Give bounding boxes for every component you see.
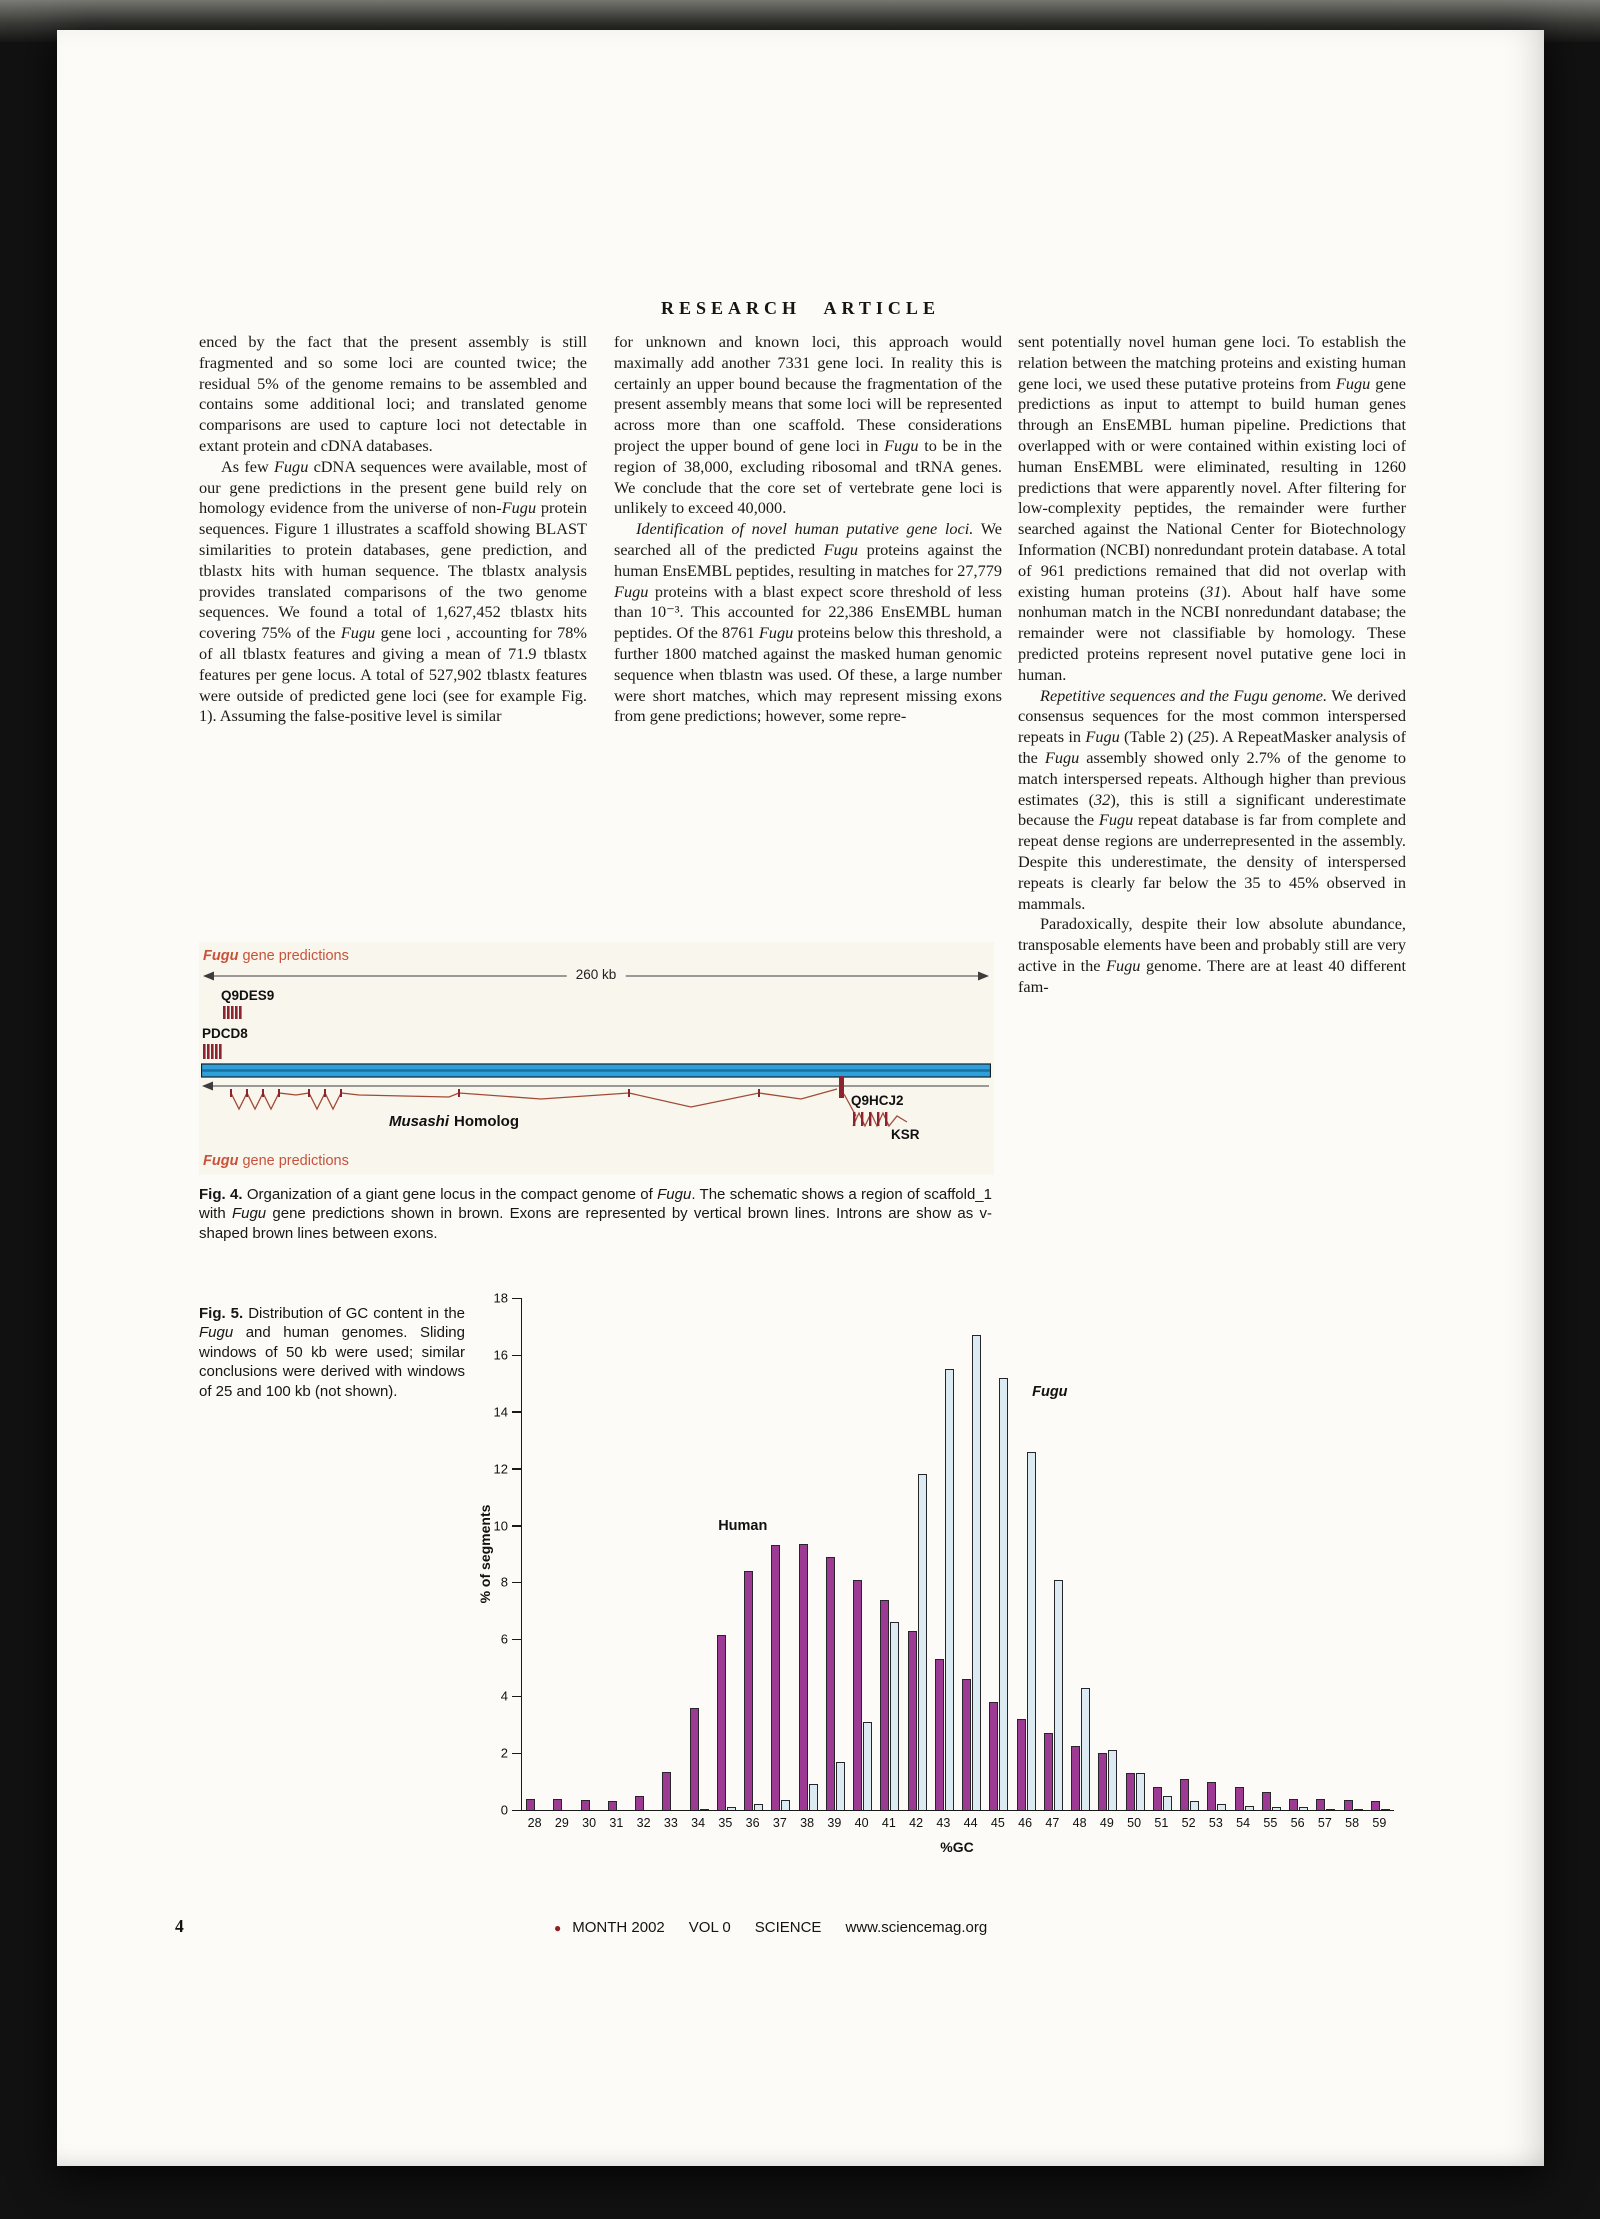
paragraph: Paradoxically, despite their low absolute abundance, transposable elements have been and probably still are very active in the Fugu genome. There are at least 40 different fam- [1018,914,1406,996]
bar-fugu-53 [1217,1804,1226,1810]
fig4-label-bottom-rest: gene predictions [242,1153,349,1169]
bar-fugu-51 [1163,1796,1172,1810]
x-axis-title: %GC [940,1839,974,1855]
bar-group-53 [1203,1298,1230,1810]
y-tick-mark [512,1696,522,1697]
paragraph: As few Fugu cDNA sequences were available, most of our gene predictions in the present gene build rely on homology evidence from the universe of non-Fugu protein sequences. Figure 1 illustrates a scaffold showing BLAST similarities to protein databases, gene prediction, and tblastx hits with human sequence. The tblastx analysis provides translated comparisons of the two genome sequences. We found a total of 1,627,452 tblastx hits covering 75% of the Fugu gene loci , accounting for 78% of all tblastx features and giving a mean of 71.9 tblastx features per gene locus. A total of 527,902 tblastx features were outside of predicted gene loci (see for example Fig. 1). Assuming the false-positive level is similar [199,456,587,726]
x-axis-labels [521,1816,1393,1830]
bar-groups [522,1298,1394,1810]
fig4-schematic-graphics [201,966,991,1151]
bar-group-34 [686,1298,713,1810]
bar-group-56 [1285,1298,1312,1810]
bar-human-47 [1044,1733,1053,1810]
bar-human-28 [526,1799,535,1810]
x-tick-label: 32 [636,1816,651,1830]
bar-human-41 [880,1600,889,1810]
musashi-rest: Homolog [454,1113,520,1130]
bar-group-36 [740,1298,767,1810]
bar-fugu-36 [754,1804,763,1810]
x-tick-label: 54 [1236,1816,1251,1830]
figure-4-panel [199,942,994,1175]
musashi-homolog-label [389,1113,519,1130]
paragraph: sent potentially novel human gene loci. To establish the relation between the matching proteins and existing human gene loci, we used these putative proteins from Fugu gene predictions as input to attempt to build human genes through an EnsEMBL human pipeline. Predictions that overlapped with or were contained within existing loci of human EnsEMBL were eliminated, resulting in 1260 predictions that were apparently novel. After filtering for low-complexity peptides, the remainder were further searched against the National Center for Biotechnology Information (NCBI) nonredundant protein database. A total of 961 predictions remained that did not overlap with existing human proteins (31). About half have some nonhuman match in the NCBI nonredundant database; the remainder were not classifiable by homology. These predicted proteins represent novel putative gene loci in human. [1018,332,1406,684]
bar-fugu-40 [863,1722,872,1810]
bar-fugu-43 [945,1369,954,1810]
bar-fugu-57 [1326,1809,1335,1810]
musashi-italic: Musashi [389,1113,450,1130]
bar-fugu-48 [1081,1688,1090,1810]
bar-group-57 [1312,1298,1339,1810]
bar-human-56 [1289,1799,1298,1810]
gene-label-q9hcj2: Q9HCJ2 [851,1093,904,1108]
y-tick-mark [512,1582,522,1583]
footer-bullet-icon: ● [554,1920,562,1935]
x-tick-label: 58 [1345,1816,1360,1830]
gene-label-pdcd8: PDCD8 [202,1026,248,1041]
bar-group-44 [958,1298,985,1810]
footer-month: MONTH 2002 [572,1919,665,1936]
bar-human-54 [1235,1787,1244,1810]
bar-human-36 [744,1571,753,1810]
y-tick-label: 6 [500,1631,508,1647]
bar-group-51 [1149,1298,1176,1810]
fig4-label-bottom [201,1151,992,1171]
bar-human-58 [1344,1800,1353,1810]
q9des9-exons [223,1006,242,1019]
bar-fugu-55 [1272,1807,1281,1810]
bar-human-52 [1180,1779,1189,1810]
x-tick-label: 41 [881,1816,896,1830]
page [57,30,1544,2166]
bar-group-47 [1040,1298,1067,1810]
x-tick-label: 56 [1290,1816,1305,1830]
bar-human-38 [799,1544,808,1810]
x-tick-label: 48 [1072,1816,1087,1830]
paragraph: Identification of novel human putative gene loci. We searched all of the predicted Fugu proteins against the human EnsEMBL peptides, resulting in matches for 27,779 Fugu proteins with a blast expect score threshold of less than 10⁻³. This accounted for 22,386 EnsEMBL human peptides. Of the 8761 Fugu proteins below this threshold, a further 1800 matched against the masked human genomic sequence when tblastn was used. Of these, a large number were short matches, which may represent missing exons from gene predictions; however, some repre- [614,519,1002,726]
bar-group-42 [904,1298,931,1810]
text-column-1 [199,332,587,946]
bar-fugu-39 [836,1762,845,1810]
x-tick-label: 42 [909,1816,924,1830]
bar-group-58 [1340,1298,1367,1810]
bar-group-28 [522,1298,549,1810]
bar-human-51 [1153,1787,1162,1810]
y-tick-label: 12 [493,1461,508,1477]
y-tick-mark [512,1639,522,1640]
x-tick-label: 28 [527,1816,542,1830]
bar-human-34 [690,1708,699,1810]
bar-group-31 [604,1298,631,1810]
bar-group-40 [849,1298,876,1810]
series-label-human: Human [718,1517,768,1534]
bar-fugu-38 [809,1784,818,1810]
bar-human-39 [826,1557,835,1810]
bar-fugu-35 [727,1807,736,1810]
bar-human-55 [1262,1792,1271,1810]
bar-group-37 [767,1298,794,1810]
bar-human-40 [853,1580,862,1810]
bar-fugu-45 [999,1378,1008,1810]
bar-fugu-58 [1354,1809,1363,1810]
bar-group-32 [631,1298,658,1810]
bar-human-42 [908,1631,917,1810]
x-tick-label: 29 [554,1816,569,1830]
y-tick-label: 0 [500,1802,508,1818]
x-tick-label: 36 [745,1816,760,1830]
bar-fugu-49 [1108,1750,1117,1810]
bar-fugu-42 [918,1474,927,1810]
fugu-gene-name: Fugu [203,948,239,964]
figure-4-caption: Fig. 4. Organization of a giant gene locus in the compact genome of Fugu. The schematic shows a region of scaffold_1 with Fugu gene predictions shown in brown. Exons are represented by vertical brown lines. Introns are show as v-shaped brown lines between exons. [199,1186,992,1242]
bar-group-54 [1231,1298,1258,1810]
x-tick-label: 51 [1154,1816,1169,1830]
bar-human-37 [771,1545,780,1810]
x-tick-label: 50 [1127,1816,1142,1830]
article-type-header: RESEARCH ARTICLE [661,298,940,318]
x-tick-label: 45 [990,1816,1005,1830]
y-tick-mark [512,1525,522,1526]
bar-human-59 [1371,1801,1380,1810]
bar-group-45 [985,1298,1012,1810]
x-tick-label: 33 [663,1816,678,1830]
figure-5-caption: Fig. 5. Distribution of GC content in the Fugu and human genomes. Sliding windows of 50 kb were used; similar conclusions were derived with windows of 25 and 100 kb (not shown). [199,1305,465,1400]
gene-label-q9des9: Q9DES9 [221,988,275,1003]
bar-group-41 [876,1298,903,1810]
x-tick-label: 34 [691,1816,706,1830]
x-tick-label: 53 [1208,1816,1223,1830]
x-tick-label: 52 [1181,1816,1196,1830]
bar-human-48 [1071,1746,1080,1810]
x-tick-label: 44 [963,1816,978,1830]
y-tick-label: 2 [500,1745,508,1761]
text-column-3 [1018,332,1406,1300]
fig4-label-top-rest: gene predictions [242,948,349,964]
bar-fugu-59 [1381,1809,1390,1810]
y-tick-label: 4 [500,1688,508,1704]
plot-area [493,1290,1394,1818]
bar-group-33 [658,1298,685,1810]
bar-fugu-56 [1299,1807,1308,1810]
text-column-2 [614,332,1002,946]
x-tick-label: 39 [827,1816,842,1830]
x-tick-label: 55 [1263,1816,1278,1830]
bar-human-29 [553,1799,562,1810]
bar-human-35 [717,1635,726,1810]
x-tick-label: 40 [854,1816,869,1830]
bar-fugu-37 [781,1800,790,1810]
bar-fugu-46 [1027,1452,1036,1810]
y-axis-title: % of segments [477,1504,493,1604]
bar-fugu-41 [890,1622,899,1810]
bar-human-45 [989,1702,998,1810]
scale-label: 260 kb [567,967,626,982]
x-tick-label: 35 [718,1816,733,1830]
y-tick-mark [512,1468,522,1469]
y-tick-mark [512,1753,522,1754]
paragraph: enced by the fact that the present assembly is still fragmented and so some loci are counted twice; the residual 5% of the genome remains to be assembled and contains some additional loci; and translated genome comparisons are used to capture loci not detectable in extant protein and cDNA databases. [199,332,587,455]
x-tick-label: 46 [1018,1816,1033,1830]
y-tick-label: 18 [493,1290,508,1306]
bar-fugu-44 [972,1335,981,1810]
musashi-introns [231,1089,837,1109]
bar-fugu-52 [1190,1801,1199,1810]
bar-fugu-50 [1136,1773,1145,1810]
bar-group-55 [1258,1298,1285,1810]
bar-fugu-34 [700,1809,709,1810]
bar-group-49 [1094,1298,1121,1810]
y-tick-label: 10 [493,1518,508,1534]
x-tick-label: 38 [800,1816,815,1830]
bar-group-48 [1067,1298,1094,1810]
footer-url: www.sciencemag.org [845,1919,988,1936]
x-tick-label: 37 [772,1816,787,1830]
bar-human-33 [662,1772,671,1810]
x-tick-label: 31 [609,1816,624,1830]
bar-group-29 [549,1298,576,1810]
footer-journal: SCIENCE [754,1919,822,1936]
bar-group-35 [713,1298,740,1810]
x-tick-label: 47 [1045,1816,1060,1830]
gene-label-ksr: KSR [891,1127,920,1142]
x-tick-label: 43 [936,1816,951,1830]
bar-human-49 [1098,1753,1107,1810]
fig4-label-top [201,946,992,966]
series-label-fugu: Fugu [1032,1384,1068,1401]
bar-group-43 [931,1298,958,1810]
y-tick-mark [512,1298,522,1299]
page-number: 4 [175,1916,184,1936]
figure-4 [199,942,994,1243]
bar-group-30 [577,1298,604,1810]
y-tick-mark [512,1810,522,1811]
bar-group-39 [822,1298,849,1810]
figure-5-chart [455,1290,1501,1855]
bar-human-53 [1207,1782,1216,1810]
tall-exon [839,1076,844,1098]
bar-human-46 [1017,1719,1026,1810]
bar-fugu-54 [1245,1806,1254,1810]
paragraph: for unknown and known loci, this approach would maximally add another 7331 gene loci. In reality this is certainly an upper bound because the fragmentation of the present assembly means that some loci will be represented across more than one scaffold. These considerations project the upper bound of gene loci in Fugu to be in the region of 38,000, excluding ribosomal and tRNA genes. We conclude that the core set of vertebrate gene loci is unlikely to exceed 40,000. [614,332,1002,518]
bar-group-38 [795,1298,822,1810]
bar-group-50 [1122,1298,1149,1810]
bar-human-31 [608,1801,617,1810]
bar-human-30 [581,1800,590,1810]
footer-volume: VOL 0 [688,1919,731,1936]
x-tick-label: 30 [582,1816,597,1830]
y-tick-label: 16 [493,1347,508,1363]
bar-human-43 [935,1659,944,1810]
fugu-gene-name: Fugu [203,1153,239,1169]
footer [554,1919,1011,1936]
x-tick-label: 57 [1317,1816,1332,1830]
bar-group-59 [1367,1298,1394,1810]
fig4-schematic [201,966,991,1151]
y-tick-label: 14 [493,1404,508,1420]
x-tick-label: 59 [1372,1816,1387,1830]
paragraph: Repetitive sequences and the Fugu genome. We derived consensus sequences for the most common interspersed repeats in Fugu (Table 2) (25). A RepeatMasker analysis of the Fugu assembly showed only 2.7% of the genome to match interspersed repeats. Although higher than previous estimates (32), this is still a significant underestimate because the Fugu repeat database is far from complete and repeat dense regions are underrepresented in the assembly. Despite this underestimate, the density of interspersed repeats is clearly far below the 35 to 45% observed in mammals. [1018,685,1406,913]
x-tick-label: 49 [1099,1816,1114,1830]
bar-group-46 [1013,1298,1040,1810]
y-tick-mark [512,1355,522,1356]
bar-human-44 [962,1679,971,1810]
pdcd8-exons [203,1044,222,1059]
y-tick-label: 8 [500,1574,508,1590]
bar-fugu-47 [1054,1580,1063,1810]
bar-human-50 [1126,1773,1135,1810]
y-tick-mark [512,1411,522,1412]
bar-human-57 [1316,1799,1325,1810]
bar-group-52 [1176,1298,1203,1810]
bar-human-32 [635,1796,644,1810]
